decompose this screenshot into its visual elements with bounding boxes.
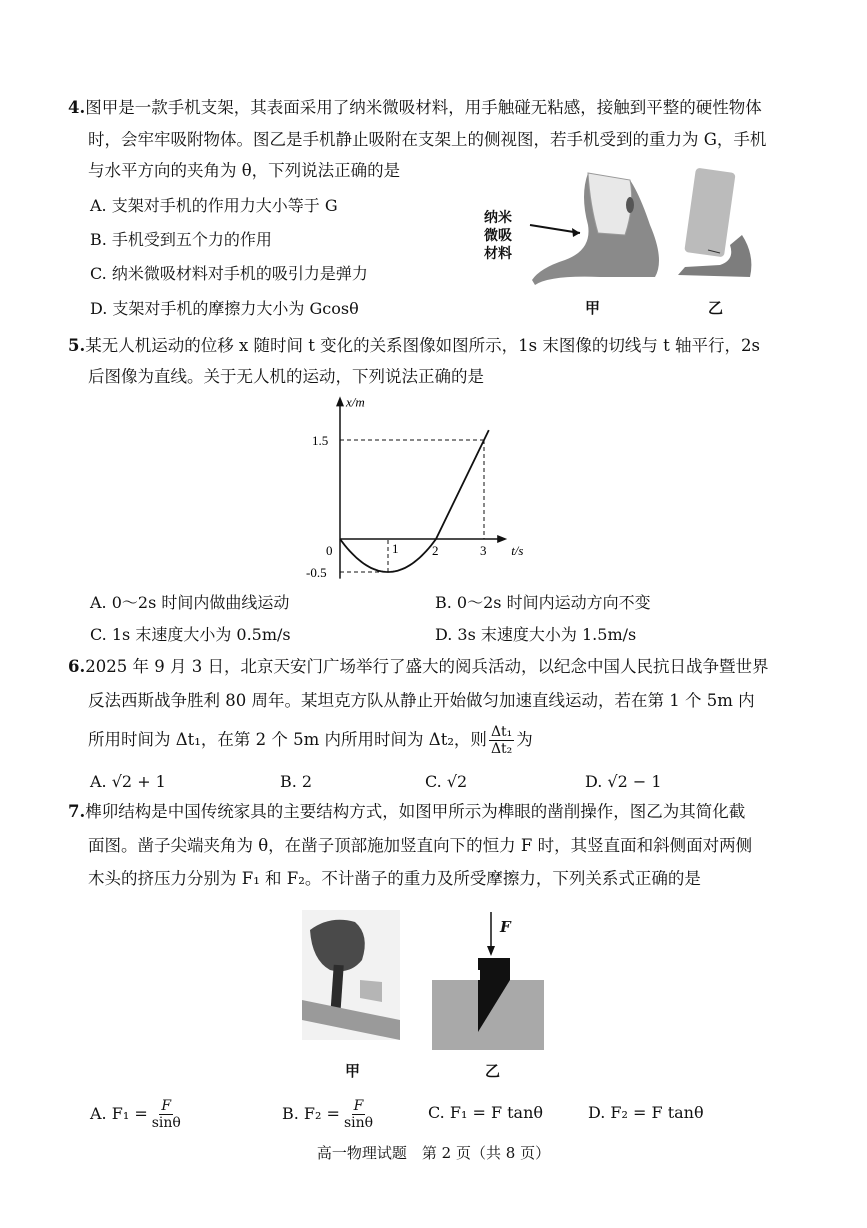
q6-option-a: A. √2 + 1: [90, 772, 166, 791]
q7-option-a: A. F₁ = $\frac{F}{\sin\theta}$: [90, 1098, 181, 1131]
q7-number: 7.: [68, 802, 86, 821]
q4-option-a: A. 支架对手机的作用力大小等于 G: [90, 196, 338, 215]
q7-force-label: F: [500, 918, 511, 936]
q6-line1: 6.2025 年 9 月 3 日，北京天安门广场举行了盛大的阅兵活动，以纪念中国人民抗日战争暨世界: [68, 657, 769, 676]
q5-option-c: C. 1s 末速度大小为 0.5m/s: [90, 625, 291, 644]
q5-line2: 后图像为直线。关于无人机的运动，下列说法正确的是: [88, 367, 484, 386]
q6-fraction: $\frac{\text{Δt₁}}{\text{Δt₂}}$: [490, 724, 513, 757]
q6-option-d: D. √2 − 1: [585, 772, 662, 791]
phone-stand-photo: [480, 165, 770, 315]
q7-figure-caption-yi: 乙: [485, 1062, 501, 1080]
q6-option-b: B. 2: [280, 772, 313, 791]
q6-line2: 反法西斯战争胜利 80 周年。某坦克方队从静止开始做匀加速直线运动，若在第 1 个 5m 内: [88, 691, 755, 710]
y-tick-1.5: 1.5: [312, 433, 329, 448]
y-tick-neg0.5: -0.5: [306, 565, 327, 580]
chisel-figures: [300, 910, 550, 1055]
q7-figures: [300, 910, 550, 1055]
q4-figure-label-2: 微吸: [484, 228, 512, 244]
q4-line1: 4.图甲是一款手机支架，其表面采用了纳米微吸材料，用手触碰无粘感，接触到平整的硬性物体: [68, 98, 762, 117]
q7-option-d: D. F₂ = F tanθ: [588, 1103, 704, 1122]
x-tick-0: 0: [326, 543, 333, 558]
y-axis-arrow: [336, 396, 344, 406]
q5-option-b: B. 0～2s 时间内运动方向不变: [435, 593, 651, 612]
q7-figure-caption-jia: 甲: [345, 1062, 361, 1080]
chisel-cross-section: [432, 912, 544, 1050]
q4-figure-caption-jia: 甲: [585, 299, 601, 317]
page-footer: 高一物理试题 第 2 页（共 8 页）: [316, 1144, 551, 1162]
q4-option-d: D. 支架对手机的摩擦力大小为 Gcosθ: [90, 299, 359, 318]
q4-number: 4.: [68, 98, 86, 117]
q7-line2: 面图。凿子尖端夹角为 θ，在凿子顶部施加竖直向下的恒力 F 时，其竖直面和斜侧面对两侧: [88, 836, 753, 855]
x-axis-label: t/s: [511, 543, 524, 558]
q5-number: 5.: [68, 336, 86, 355]
q7-option-c: C. F₁ = F tanθ: [428, 1103, 544, 1122]
q4-figure-label-1: 纳米: [484, 210, 512, 226]
y-axis-label: x/m: [346, 395, 365, 410]
q6-line3: 所用时间为 Δt₁，在第 2 个 5m 内所用时间为 Δt₂，则 $\frac{\text{Δt₁}}{\text{Δt₂}}$ 为: [88, 724, 533, 757]
q5-line1: 5.某无人机运动的位移 x 随时间 t 变化的关系图像如图所示，1s 末图像的切线与 t 轴平行，2s: [68, 336, 760, 355]
q6-option-c: C. √2: [425, 772, 468, 791]
q4-line3: 与水平方向的夹角为 θ，下列说法正确的是: [88, 161, 401, 180]
q4-figure: [480, 165, 770, 315]
x-axis-arrow: [497, 535, 507, 543]
q5-chart: [300, 395, 560, 585]
q4-line2: 时，会牢牢吸附物体。图乙是手机静止吸附在支架上的侧视图，若手机受到的重力为 G，手机: [88, 130, 767, 149]
q4-figure-caption-yi: 乙: [708, 299, 724, 317]
q4-figure-label-3: 材料: [484, 246, 512, 262]
x-tick-2: 2: [432, 543, 439, 558]
xt-graph: [300, 395, 560, 585]
q5-option-a: A. 0～2s 时间内做曲线运动: [90, 593, 290, 612]
chisel-photo: [302, 910, 400, 1040]
x-tick-1: 1: [392, 541, 399, 556]
q7-line3: 木头的挤压力分别为 F₁ 和 F₂。不计凿子的重力及所受摩擦力，下列关系式正确的是: [88, 869, 701, 888]
q4-option-c: C. 纳米微吸材料对手机的吸引力是弹力: [90, 264, 368, 283]
q5-option-d: D. 3s 末速度大小为 1.5m/s: [435, 625, 637, 644]
q7-option-b: B. F₂ = $\frac{F}{\sin\theta}$: [282, 1098, 374, 1131]
q7-line1: 7.榫卯结构是中国传统家具的主要结构方式，如图甲所示为榫眼的凿削操作，图乙为其简化截: [68, 802, 746, 821]
q4-option-b: B. 手机受到五个力的作用: [90, 230, 272, 249]
xt-curve: [340, 430, 489, 572]
q6-number: 6.: [68, 657, 86, 676]
x-tick-3: 3: [480, 543, 487, 558]
